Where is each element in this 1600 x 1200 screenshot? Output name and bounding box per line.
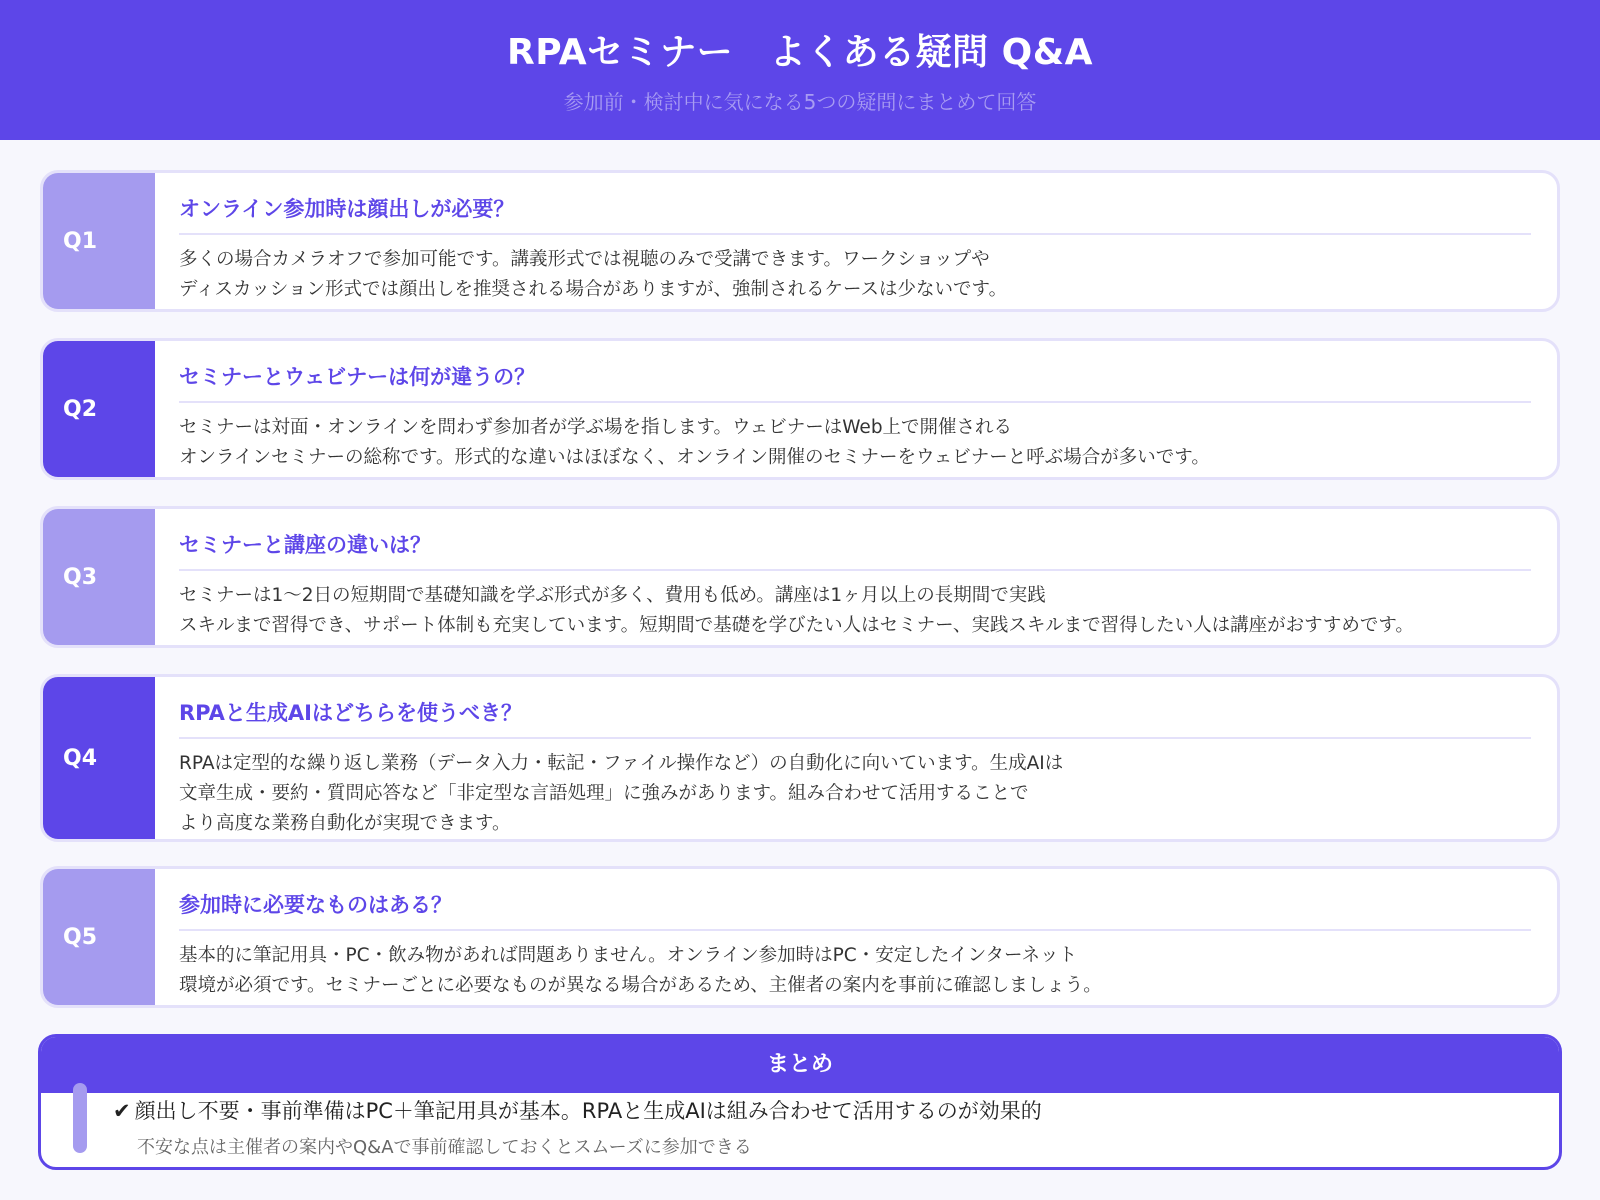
qa-question: セミナーとウェビナーは何が違うの？ xyxy=(179,361,1531,403)
summary-sub-text: 不安な点は主催者の案内やQ&Aで事前確認しておくとスムーズに参加できる xyxy=(137,1137,752,1158)
qa-answer-line: 多くの場合カメラオフで参加可能です。講義形式では視聴のみで受講できます。ワークショップや xyxy=(179,249,990,270)
page-header xyxy=(0,0,1600,140)
qa-answer-line: ディスカッション形式では顔出しを推奨される場合がありますが、強制されるケースは少ないです。 xyxy=(179,279,1008,300)
qa-answer-line: スキルまで習得でき、サポート体制も充実しています。短期間で基礎を学びたい人はセミナー、実践スキルまで習得したい人は講座がおすすめです。 xyxy=(179,615,1414,636)
qa-answer-line: セミナーは1〜2日の短期間で基礎知識を学ぶ形式が多く、費用も低め。講座は1ヶ月以上の長期間で実践 xyxy=(179,585,1046,606)
summary-main-point xyxy=(113,1095,1042,1125)
qa-question: RPAと生成AIはどちらを使うべき？ xyxy=(179,697,1531,739)
qa-badge: Q4 xyxy=(43,677,155,839)
qa-answer-line: 環境が必須です。セミナーごとに必要なものが異なる場合があるため、主催者の案内を事前に確認しましょう。 xyxy=(179,975,1102,996)
qa-badge: Q1 xyxy=(43,173,155,309)
qa-answer-line: オンラインセミナーの総称です。形式的な違いはほぼなく、オンライン開催のセミナーをウェビナーと呼ぶ場合が多いです。 xyxy=(179,447,1210,468)
qa-answer-line: RPAは定型的な繰り返し業務（データ入力・転記・ファイル操作など）の自動化に向いています。生成AIは xyxy=(179,753,1064,774)
qa-card-2 xyxy=(40,338,1560,480)
qa-question: セミナーと講座の違いは？ xyxy=(179,529,1531,571)
qa-answer-line: より高度な業務自動化が実現できます。 xyxy=(179,813,511,834)
summary-accent-bar xyxy=(73,1083,87,1153)
qa-question: オンライン参加時は顔出しが必要？ xyxy=(179,193,1531,235)
summary-box xyxy=(38,1034,1562,1170)
qa-answer-line: 文章生成・要約・質問応答など「非定型な言語処理」に強みがあります。組み合わせて活用することで xyxy=(179,783,1029,804)
qa-card-3 xyxy=(40,506,1560,648)
qa-answer-line: 基本的に筆記用具・PC・飲み物があれば問題ありません。オンライン参加時はPC・安定したインターネット xyxy=(179,945,1078,966)
page-title: RPAセミナー よくある疑問 Q&A xyxy=(506,32,1094,73)
qa-card-1 xyxy=(40,170,1560,312)
qa-answer xyxy=(179,581,1531,641)
check-icon: ✔ xyxy=(113,1099,131,1123)
qa-question: 参加時に必要なものはある？ xyxy=(179,889,1531,931)
qa-answer xyxy=(179,941,1531,1001)
qa-badge: Q2 xyxy=(43,341,155,477)
qa-card-4 xyxy=(40,674,1560,842)
qa-badge: Q3 xyxy=(43,509,155,645)
page-subtitle: 参加前・検討中に気になる5つの疑問にまとめて回答 xyxy=(563,90,1037,114)
qa-badge: Q5 xyxy=(43,869,155,1005)
qa-answer xyxy=(179,749,1531,839)
qa-answer-line: セミナーは対面・オンラインを問わず参加者が学ぶ場を指します。ウェビナーはWeb上で開催される xyxy=(179,417,1013,438)
summary-main-text: 顔出し不要・事前準備はPC＋筆記用具が基本。RPAと生成AIは組み合わせて活用するのが効果的 xyxy=(134,1099,1042,1123)
qa-answer xyxy=(179,413,1531,473)
qa-answer xyxy=(179,245,1531,305)
qa-card-5 xyxy=(40,866,1560,1008)
summary-title: まとめ xyxy=(41,1037,1559,1093)
